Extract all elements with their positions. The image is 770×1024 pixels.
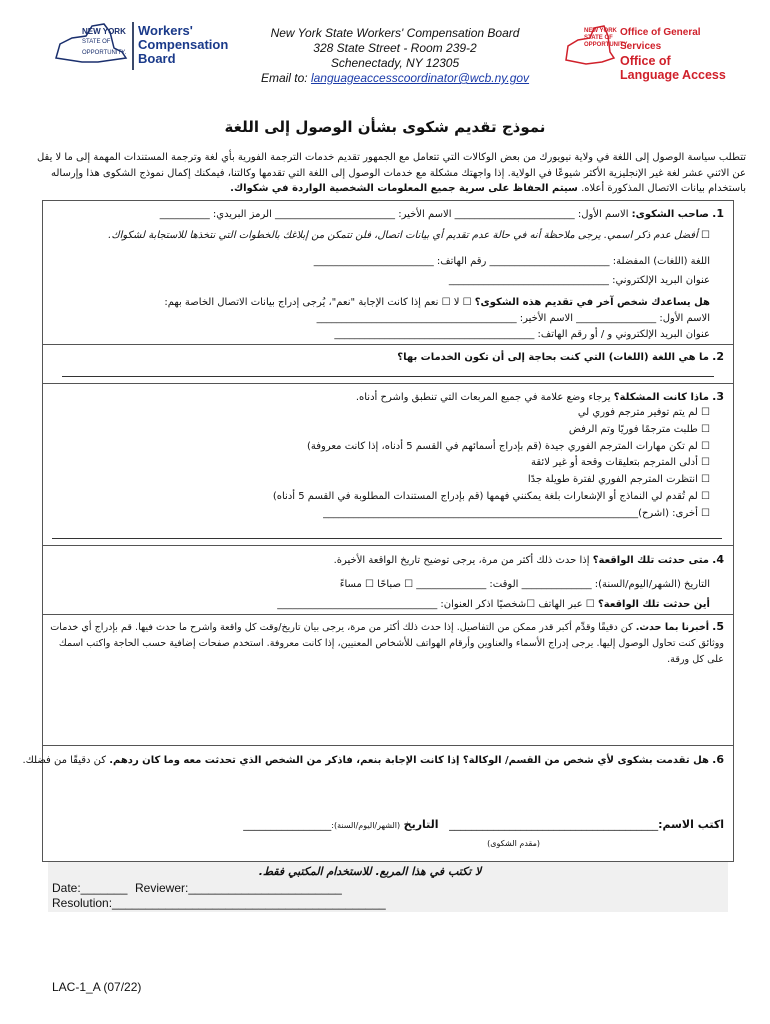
helper-options[interactable]: ☐ لا ☐ نعم إذا كانت الإجابة "نعم"، يُرجى إدراج بيانات الاتصال الخاصة بهم:: [164, 297, 472, 308]
office-use-heading: لا تكتب في هذا المربع. للاستخدام المكتبي فقط.: [258, 865, 482, 878]
language-phone-fields[interactable]: اللغة (اللغات) المفضلة: ________________________ رقم الهاتف: ________________________: [313, 256, 710, 267]
org-name: New York State Workers' Compensation Board: [270, 26, 520, 40]
problem-option[interactable]: ☐ انتظرت المترجم الفوري لفترة طويلة جدًا: [527, 474, 710, 486]
problem-option[interactable]: ☐ لم تُقدم لي النماذج أو الإشعارات بلغة يمكنني فهمها (قم بإدراج المستندات المطلوبة في القسم 5 أدناه): [272, 490, 710, 502]
email-link[interactable]: languageaccesscoordinator@wcb.ny.gov: [310, 71, 530, 85]
problem-option[interactable]: ☐ طلبت مترجمًا فوريًا وتم الرفض: [568, 423, 710, 435]
complainant-name-fields[interactable]: الاسم الأول: ________________________ الاسم الأخير: ________________________ الرمز البريدي: __________: [159, 209, 629, 220]
prior-complaint-area[interactable]: [60, 775, 710, 815]
office-reviewer-field: Reviewer:_______________________: [135, 881, 342, 895]
form-title: نموذج تقديم شكوى بشأن الوصول إلى اللغة: [224, 118, 546, 136]
ny-logo-text: NEW YORK STATE OF OPPORTUNITY.: [82, 27, 127, 56]
problem-option[interactable]: ☐ لم تكن مهارات المترجم الفوري جيدة (قم بإدراج أسمائهم في القسم 5 أدناه، إذا كانت معروفة): [306, 440, 710, 452]
office-resolution-field: Resolution:_________________________________________: [52, 896, 386, 910]
what-happened-area[interactable]: [60, 672, 710, 740]
address-line-1: 328 State Street - Room 239-2: [313, 41, 477, 55]
section-2-row: 2. ما هي اللغة (اللغات) التي كنت بحاجة إلى أن تكون الخدمات بها؟: [397, 350, 724, 363]
email-field[interactable]: عنوان البريد الإلكتروني: ________________________________: [448, 275, 710, 286]
divider: [42, 344, 734, 345]
divider: [42, 383, 734, 384]
other-explain-line[interactable]: [52, 538, 722, 539]
divider: [42, 614, 734, 615]
form-id: LAC-1_A (07/22): [52, 980, 142, 994]
section-1-row: 1. صاحب الشكوى: الاسم الأول: ________________________ الاسم الأخير: ________________________ الرمز البريدي: __________: [159, 207, 724, 220]
date-line[interactable]: ________________: [243, 818, 332, 831]
ogs-logo: [562, 22, 732, 82]
signature-row: اكتب الاسم:______________________________________ التاريخ (الشهر/اليوم/السنة):________________: [243, 818, 724, 831]
section-5-text: 5. أخبرنا بما حدث. كن دقيقًا وقدِّم أكبر قدر ممكن من التفاصيل. إذا حدث ذلك أكثر من مرة، يرجى بيان تاريخ/وقت كل واقعة واشرح ما حدث فيها. قم بإدراج أي خدمات ووثائق كنت تحاول الوصول إليها. يرجى إدراج الأسماء والعناوين وأرقام الهواتف للأشخاص المعنيين، إذا كانت معروفة. استخدم صفحات إضافية حسب الحاجة واكتب اسمك على كل ورقة.: [50, 620, 724, 665]
languages-needed-line[interactable]: [62, 376, 714, 377]
wcb-logo: [52, 22, 232, 72]
problem-option[interactable]: ☐ أخرى: (اشرح)_______________________________________________________________: [323, 507, 710, 519]
helper-question: هل يساعدك شخص آخر في تقديم هذه الشكوى؟ ☐ لا ☐ نعم إذا كانت الإجابة "نعم"، يُرجى إدراج بيانات الاتصال الخاصة بهم:: [164, 297, 710, 308]
section-6-row: 6. هل تقدمت بشكوى لأي شخص من القسم/ الوكالة؟ إذا كانت الإجابة بنعم، فاذكر من الشخص الذي تحدثت معه وما كان ردهم. كن دقيقًا من فضلك.: [22, 753, 724, 766]
anonymous-checkbox[interactable]: ☐ أفضل عدم ذكر اسمي. يرجى ملاحظة أنه في حالة عدم تقديم أي بيانات اتصال، فلن تتمكن من إبلاغك بالخطوات التي نتخذها للاستجابة لشكواك.: [108, 230, 710, 241]
section-3-row: 3. ماذا كانت المشكلة؟ يرجاء وضع علامة في جميع المربعات التي تنطبق واشرح أدناه.: [355, 390, 724, 403]
office-date-field: Date:_______: [52, 881, 128, 895]
problem-option[interactable]: ☐ لم يتم توفير مترجم فوري لي: [577, 407, 710, 418]
date-time-fields[interactable]: التاريخ (الشهر/اليوم/السنة): ______________ الوقت: ______________ ☐ صباحًا ☐ مساءً: [339, 579, 710, 590]
address-line-2: Schenectady, NY 12305: [330, 56, 460, 70]
complainant-sublabel: (مقدم الشكوى): [487, 839, 540, 848]
helper-contact-field[interactable]: عنوان البريد الإلكتروني و / أو رقم الهاتف: ________________________________________: [334, 329, 710, 340]
divider: [42, 745, 734, 746]
divider: [42, 545, 734, 546]
name-line[interactable]: ______________________________________: [449, 818, 659, 831]
location-options[interactable]: ☐ عبر الهاتف ☐شخصيًا اذكر العنوان: ________________________________: [277, 599, 595, 610]
board-address: [230, 26, 560, 86]
intro-paragraph: تتطلب سياسة الوصول إلى اللغة في ولاية نيويورك من بعض الوكالات التي تتعامل مع الجمهور تقديم خدمات الترجمة الفورية بأي لغة وترجمة المستندات المهمة إلى ما لا يقل عن الاثني عشر لغة غير الإنجليزية الأكثر شيوعًا في الولاية. إذا واجهتك مشكلة مع خدمات الوصول إلى اللغة التي تقدمها وكالتنا، فيمكنك إكمال نموذج الشكوى هذا وإرساله باستخدام بيانات الاتصال المذكورة أعلاه. سيتم الحفاظ على سرية جميع المعلومات الشخصية الواردة في شكواك.: [36, 152, 746, 194]
logo-divider: [132, 22, 134, 70]
helper-name-fields[interactable]: الاسم الأول: ________________ الاسم الأخير: ________________________________________: [316, 313, 710, 324]
email-line: Email to: languageaccesscoordinator@wcb.ny.gov: [260, 71, 530, 85]
location-row: أين حدثت تلك الواقعة؟ ☐ عبر الهاتف ☐شخصيًا اذكر العنوان: ________________________________: [277, 599, 710, 610]
problem-options-list: [50, 405, 710, 523]
ogs-logo-text: Office of General Services Office of Language Access: [620, 27, 726, 82]
section-4-row: 4. متى حدثت تلك الواقعة؟ إذا حدث ذلك أكثر من مرة، يرجى توضيح تاريخ الواقعة الأخيرة.: [333, 553, 724, 566]
wcb-logo-text: Workers' Compensation Board: [138, 23, 229, 66]
problem-option[interactable]: ☐ أدلى المترجم بتعليقات وقحة أو غير لائقة: [531, 457, 710, 469]
ogs-ny-text: NEW YORK STATE OF OPPORTUNITY.: [584, 28, 629, 48]
